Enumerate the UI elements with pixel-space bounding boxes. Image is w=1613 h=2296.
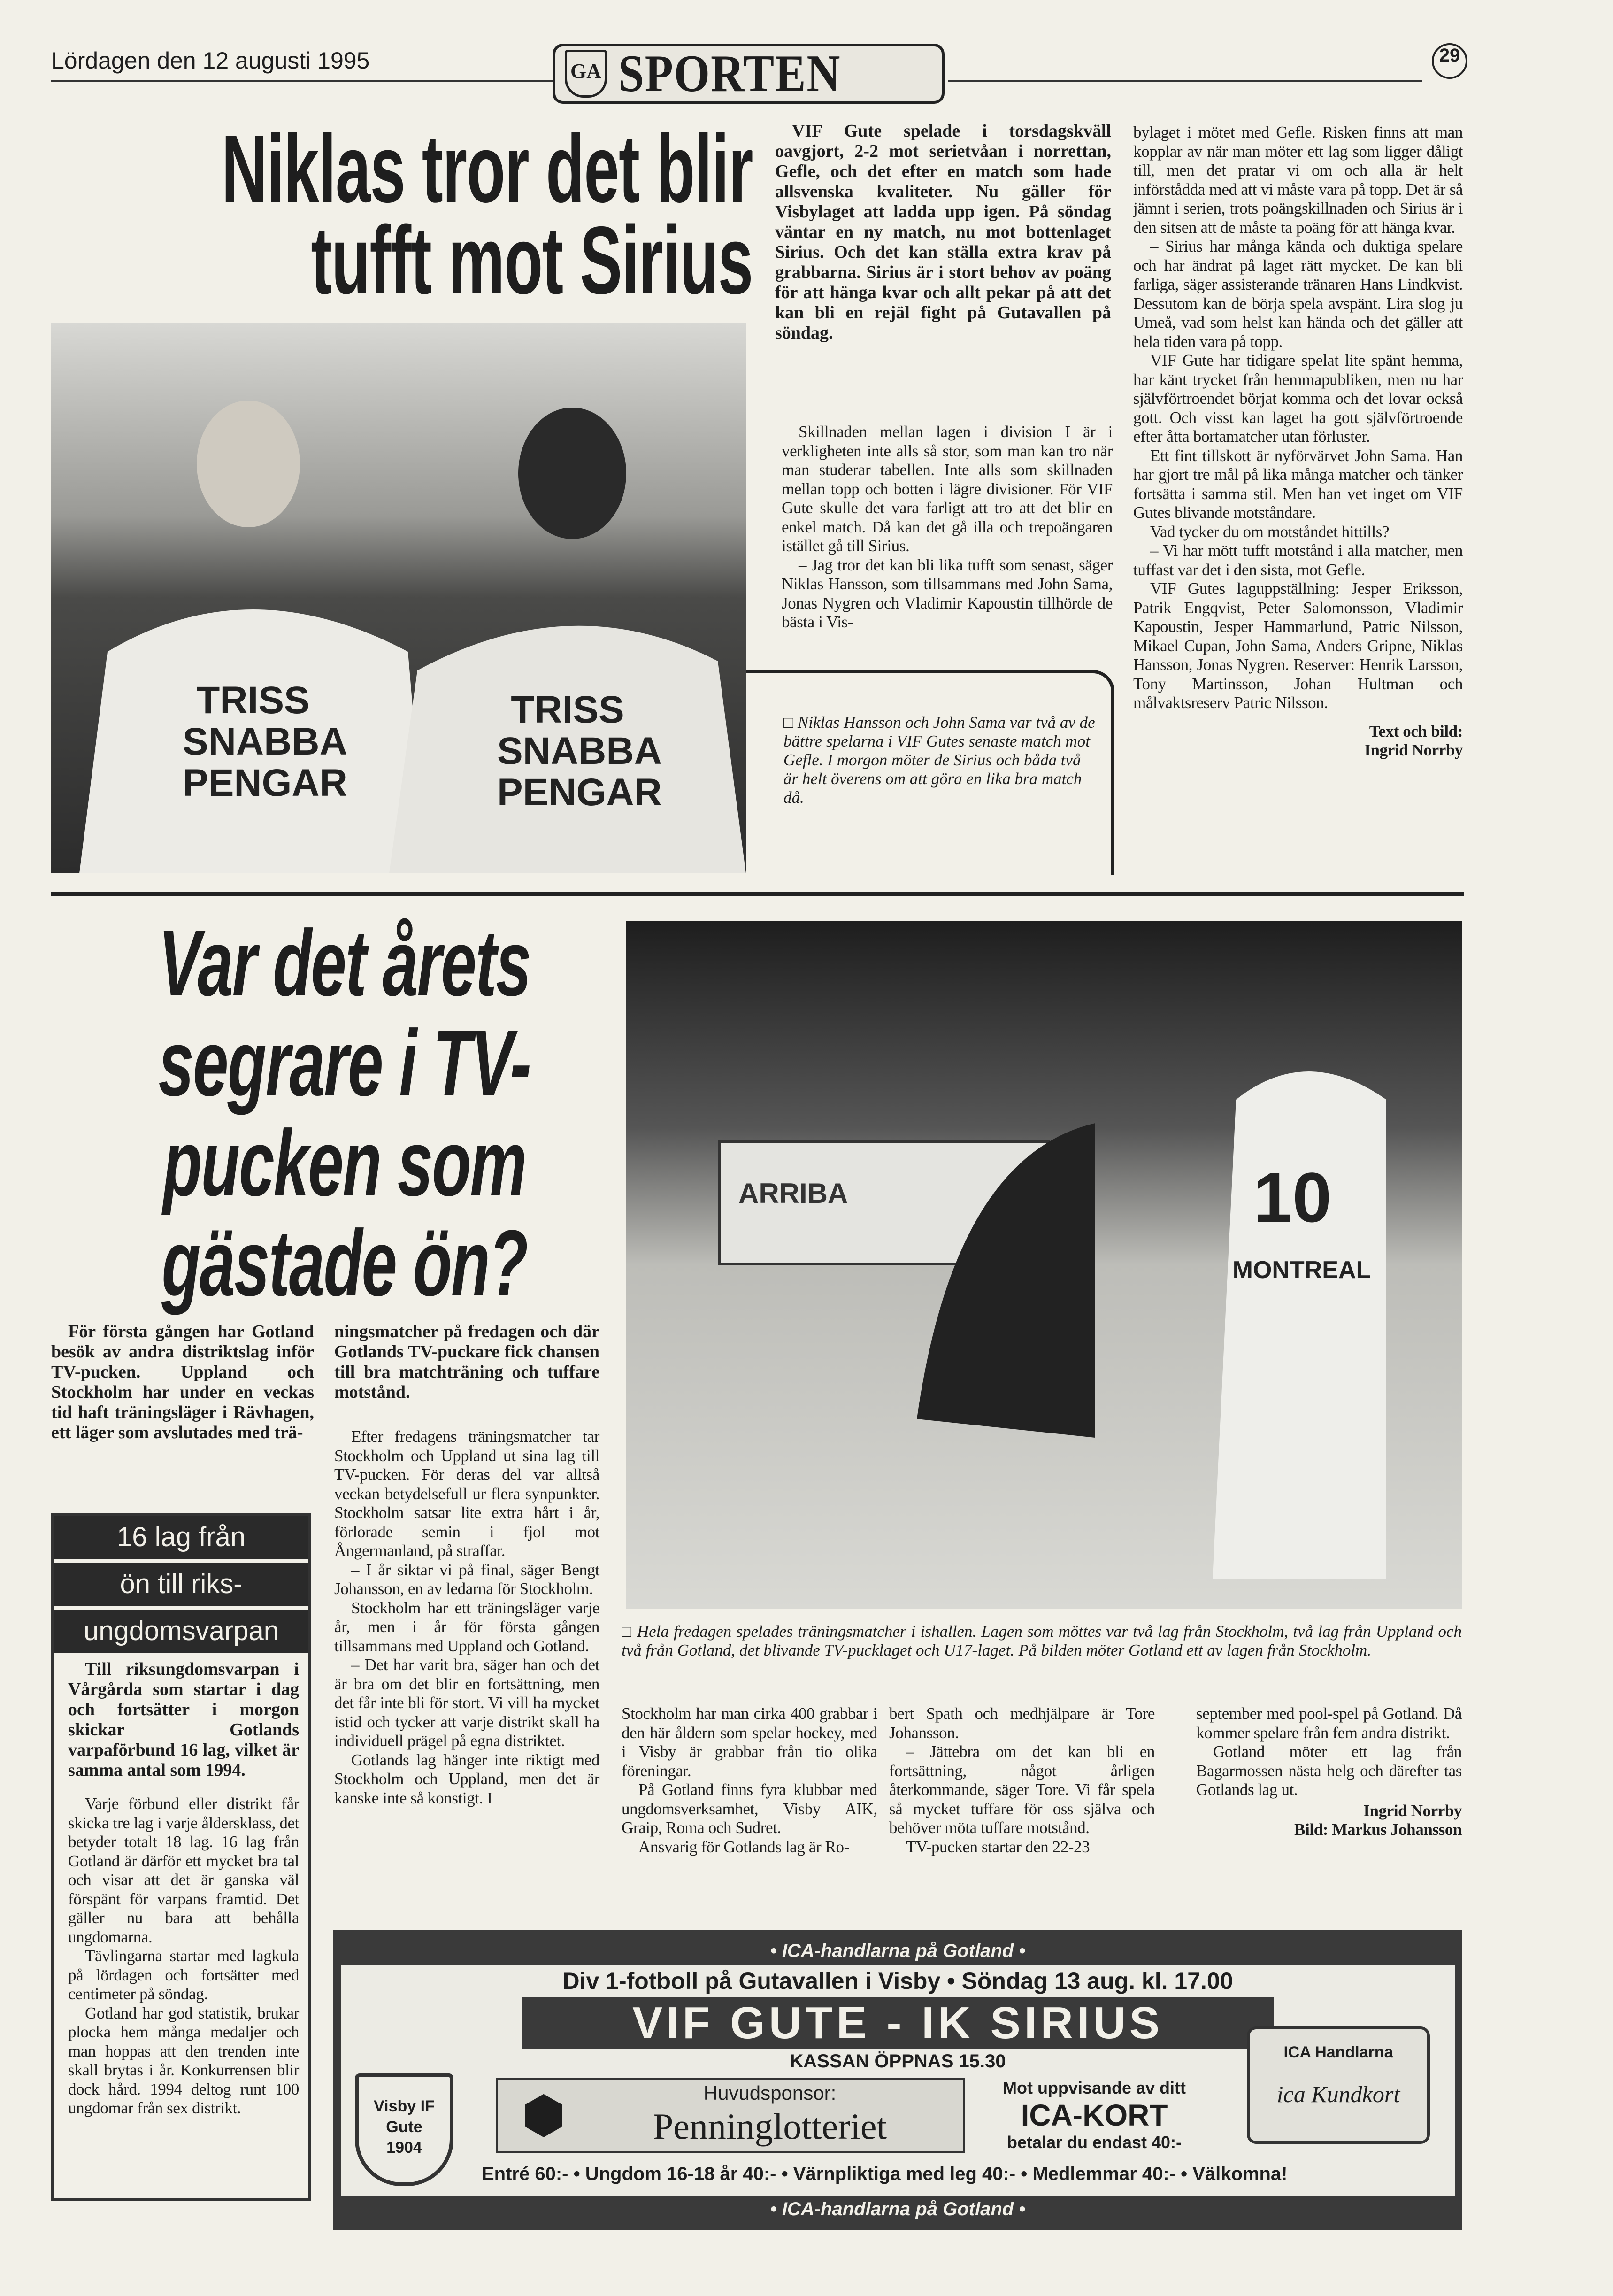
body-paragraph: Ansvarig för Gotlands lag är Ro- <box>638 1837 849 1856</box>
ad-bottom-bar: • ICA-handlarna på Gotland • <box>341 2196 1455 2223</box>
caption-marker: □ <box>783 713 798 732</box>
body-paragraph: Varje förbund eller distrikt får skicka tre lag i varje åldersklass, det betyder totalt 18 lag. 16 lag från Gotland är därför ett mycket bra tal och visar att det är ganska väl förspänt för varpans framtid. Det gäller nu bara att behålla ungdomarna. <box>68 1795 299 1946</box>
headline-line: tufft mot Sirius <box>311 207 753 314</box>
section-divider <box>51 892 1464 896</box>
body-paragraph: – Jättebra om det kan bli en fortsättning, något årligen återkommande, säger Tore. Vi får spela så mycket tuffare för oss själva och behöver möta tuffare motstånd. <box>889 1742 1155 1837</box>
article2-column-5 <box>1196 1704 1462 1840</box>
body-paragraph: Efter fredagens träningsmatcher tar Stockholm och Uppland ut sina lag till TV-pucken. För deras del var alltså veckan betydelsefull ur flera synpunkter. Stockholm satsar lite extra hårt i år, förlorade semin i fjol mot Ångermanland, på straffar. <box>334 1427 599 1560</box>
varpa-sidebar <box>51 1513 311 2201</box>
article1-caption-box <box>746 670 1114 875</box>
page-number: 29 <box>1432 43 1467 79</box>
sidebar-lead: Till riksungdomsvarpan i Vårgårda som startar i dag och fortsätter i morgon skickar Gotlands varpaförbund 16 lag, vilket är samma antal som 1994. <box>68 1659 299 1780</box>
ica-card-panel <box>984 2078 1205 2152</box>
club-logo-text: Visby IF Gute 1904 <box>374 2097 435 2157</box>
article1-photo <box>51 323 746 873</box>
body-paragraph: Gotland har god statistik, brukar plocka hem många medaljer och man hoppas att den trenden inte skall brytas i år. Konkurrensen blir dock hård. 1994 deltog runt 100 ungdomar från sex distrikt. <box>68 2003 299 2117</box>
card-logo-text: ica Kundkort <box>1276 2081 1400 2107</box>
ad-prices: Entré 60:- • Ungdom 16-18 år 40:- • Värnpliktiga med leg 40:- • Medlemmar 40:- • Välkomna! <box>482 2164 1288 2184</box>
article2-column-2 <box>334 1427 599 1808</box>
body-paragraph: Stockholm har man cirka 400 grabbar i den här åldern som spelar hockey, med i Visby är grabbar från tio olika föreningar. <box>622 1704 877 1780</box>
body-paragraph: Stockholm har ett träningsläger varje år, men i år för första gången tillsammans med Uppland och Gotland. <box>334 1598 599 1655</box>
article1-column-2 <box>782 423 1113 632</box>
article2-column-4 <box>889 1704 1155 1857</box>
sponsor-label: Huvudsponsor: <box>703 2082 837 2104</box>
card-price: betalar du endast 40:- <box>1006 2133 1182 2152</box>
card-name: ICA-KORT <box>1021 2098 1168 2132</box>
sidebar-headline-line: ön till riks- <box>54 1563 308 1606</box>
headline-line: segrare i TV- <box>158 1011 530 1116</box>
body-paragraph: september med pool-spel på Gotland. Då kommer spelare från fem andra distrikt. <box>1196 1704 1462 1742</box>
body-paragraph: – Sirius har många kända och duktiga spelare och har ändrat på laget rätt mycket. De kan bli farliga, säger assisterande tränaren Hans Lindkvist. Dessutom kan de börja spela avspänt. Lira slog ju Umeå, vad som helst kan hända och det gäller att hela tiden vara på topp. <box>1133 237 1463 351</box>
byline-name: Ingrid Norrby <box>1363 1801 1462 1820</box>
sidebar-headline-line: 16 lag från <box>54 1516 308 1559</box>
sponsor-panel <box>496 2078 965 2153</box>
article2-lead-col2 <box>334 1322 599 1402</box>
header-rule-left <box>51 80 553 82</box>
body-paragraph: – Vi har mött tufft motstånd i alla matcher, men tuffast var det i den sista, mot Gefle. <box>1133 541 1463 579</box>
lead-paragraph: ningsmatcher på fredagen och där Gotlands TV-puckare fick chansen till bra matchträning och tuffare motstånd. <box>334 1322 599 1402</box>
headline-line: Var det årets <box>158 911 530 1016</box>
shirt-print-right: TRISS SNABBA PENGAR <box>497 688 662 814</box>
ad-event-line: Div 1-fotboll på Gutavallen i Visby • Söndag 13 aug. kl. 17.00 <box>562 1968 1233 1994</box>
headline-line: gästade ön? <box>161 1211 527 1316</box>
body-paragraph: Tävlingarna startar med lagkula på lördagen och fortsätter med centimeter på söndag. <box>68 1947 299 2003</box>
photo-caption: Niklas Hansson och John Sama var två av de bättre spelarna i VIF Gutes senaste match mot Gefle. I morgon möter de Sirius och båda två är helt överens om att göra en lika bra match då. <box>783 713 1095 807</box>
body-paragraph: bert Spath och medhjälpare är Tore Johansson. <box>889 1704 1155 1742</box>
club-logo <box>355 2073 453 2186</box>
hockey-photo-image <box>626 921 1462 1609</box>
ga-logo <box>565 50 607 98</box>
header-rule-right <box>948 80 1422 82</box>
match-advertisement <box>333 1930 1462 2230</box>
body-paragraph: – Jag tror det kan bli lika tufft som senast, säger Niklas Hansson, som tillsammans med John Sama, Jonas Nygren och Vladimir Kapoustin tillhörde de bästa i Vis- <box>782 555 1113 631</box>
body-paragraph: Gotland möter ett lag från Bagarmossen nästa helg och därefter tas Gotlands lag ut. <box>1196 1742 1462 1799</box>
lead-paragraph: För första gången har Gotland besök av andra distriktslag inför TV-pucken. Uppland och Stockholm har under en veckas tid haft träningsläger i Rävhagen, ett läger som avslutades med trä- <box>51 1322 314 1442</box>
article2-headline <box>99 911 590 1316</box>
body-paragraph: Vad tycker du om motståndet hittills? <box>1150 522 1390 541</box>
sidebar-headline-line: ungdomsvarpan <box>54 1610 308 1653</box>
body-paragraph: bylaget i mötet med Gefle. Risken finns att man kopplar av när man möter ett lag som ligger dåligt till, men det pratar vi om och alla är helt införstådda med att vi måste vara på topp. Det är så jämnt i serien, trots poängskillnaden och Sirius är i den sitsen att de måste ta poäng för att hänga kvar. <box>1133 123 1463 237</box>
article2-column-3 <box>622 1704 877 1857</box>
section-title: SPORTEN <box>618 44 841 103</box>
photo-credit: Bild: Markus Johansson <box>1294 1820 1462 1839</box>
article2-photo <box>626 921 1462 1609</box>
byline-label: Text och bild: <box>1369 722 1463 740</box>
body-paragraph: VIF Gutes laguppställning: Jesper Eriksson, Patrik Engqvist, Peter Salomonsson, Vladimir Kapoustin, Jesper Hammarlund, Patric Nilsson, Mikael Cupan, John Sama, Anders Gripne, Niklas Hansson, Jonas Nygren. Reserver: Henrik Larsson, Tony Martinsson, Johan Hultman och målvaktsreserv Patric Nilsson. <box>1133 579 1463 712</box>
article1-column-3 <box>1133 123 1463 760</box>
photo-caption: Hela fredagen spelades träningsmatcher i ishallen. Lagen som möttes var två lag från Stockholm, två lag från Uppland och två från Gotland, det blivande TV-pucklaget och U17-laget. På bilden möter Gotland ett av lagen från Stockholm. <box>622 1622 1462 1659</box>
shirt-print-left: TRISS SNABBA PENGAR <box>183 679 347 804</box>
body-paragraph: – I år siktar vi på final, säger Bengt Johansson, en av ledarna för Stockholm. <box>334 1560 599 1598</box>
article1-headline <box>49 115 753 314</box>
jersey-number: 10 <box>1253 1158 1332 1237</box>
ica-logo-text: ICA Handlarna <box>1283 2043 1393 2061</box>
body-paragraph: Skillnaden mellan lagen i division I är i verkligheten inte alls så stor, som man kan tro när man studerar tabellen. Inte alls som skillnaden mellan topp och botten i lägre divisioner. För VIF Gute skulle det vara farligt att tro att det blir en enkel match. Då kan det gå illa och trepoängaren istället gå till Sirius. <box>782 423 1113 555</box>
article2-caption <box>622 1622 1462 1660</box>
headline-line: pucken som <box>163 1111 526 1216</box>
jersey-name: MONTREAL <box>1232 1256 1371 1284</box>
page-date: Lördagen den 12 augusti 1995 <box>51 47 370 74</box>
lottery-icon: ⬢ <box>521 2086 567 2144</box>
body-paragraph: Ett fint tillskott är nyförvärvet John Sama. Han har gjort tre mål på lika många matcher och tänker fortsätta i samma stil. Men han vet inget om VIF Gutes blivande motståndare. <box>1133 446 1463 522</box>
headline-line: Niklas tror det blir <box>221 115 753 223</box>
ad-match-title: VIF GUTE - IK SIRIUS <box>522 1997 1274 2049</box>
body-paragraph: – Det har varit bra, säger han och det är bra om det blir en fortsättning, men det får inte bli för stort. Vi vill ha mycket istid och tycker att varje distrikt skall ha individuell prägel på egna distriktet. <box>334 1656 599 1750</box>
body-paragraph: TV-pucken startar den 22-23 <box>906 1837 1090 1856</box>
ad-doors-open: KASSAN ÖPPNAS 15.30 <box>790 2051 1006 2072</box>
body-paragraph: Gotlands lag hänger inte riktigt med Stockholm och Uppland, men det är kanske inte så konstigt. I <box>334 1750 599 1807</box>
lead-paragraph: VIF Gute spelade i torsdagskväll oavgjort, 2-2 mot serietvåan i norrettan, Gefle, och det efter en match som hade allsvenska kvaliteter. Nu gäller för Visbylaget att ladda upp igen. På söndag väntar en ny match, nu mot bottenlaget Sirius. Och det kan ställa extra krav på grabbarna. Sirius är i stort behov av poäng för att hänga kvar och allt pekar på att det kan bli en rejäl fight på Gutavallen på söndag. <box>775 121 1111 343</box>
article1-lead <box>775 121 1111 343</box>
ad-top-bar: • ICA-handlarna på Gotland • <box>341 1937 1455 1965</box>
caption-marker: □ <box>622 1622 637 1641</box>
ica-kundkort-logo <box>1247 2026 1430 2144</box>
sponsor-name: Penninglotteriet <box>653 2106 887 2147</box>
logo-text: GA <box>570 60 601 83</box>
article2-lead-col1 <box>51 1322 314 1443</box>
section-masthead <box>553 44 945 104</box>
card-intro: Mot uppvisande av ditt <box>1002 2078 1186 2097</box>
rink-board-ad: ARRIBA <box>738 1178 848 1209</box>
body-paragraph: På Gotland finns fyra klubbar med ungdomsverksamhet, Visby AIK, Graip, Roma och Sudret. <box>622 1780 877 1837</box>
body-paragraph: VIF Gute har tidigare spelat lite spänt hemma, har känt trycket från hemmapubliken, men nu har självförtroendet börjat komma och det lovar också gott. Och visst kan laget ha gott självförtroende efter åtta bortamatcher utan förluster. <box>1133 351 1463 446</box>
byline-name: Ingrid Norrby <box>1364 741 1463 759</box>
